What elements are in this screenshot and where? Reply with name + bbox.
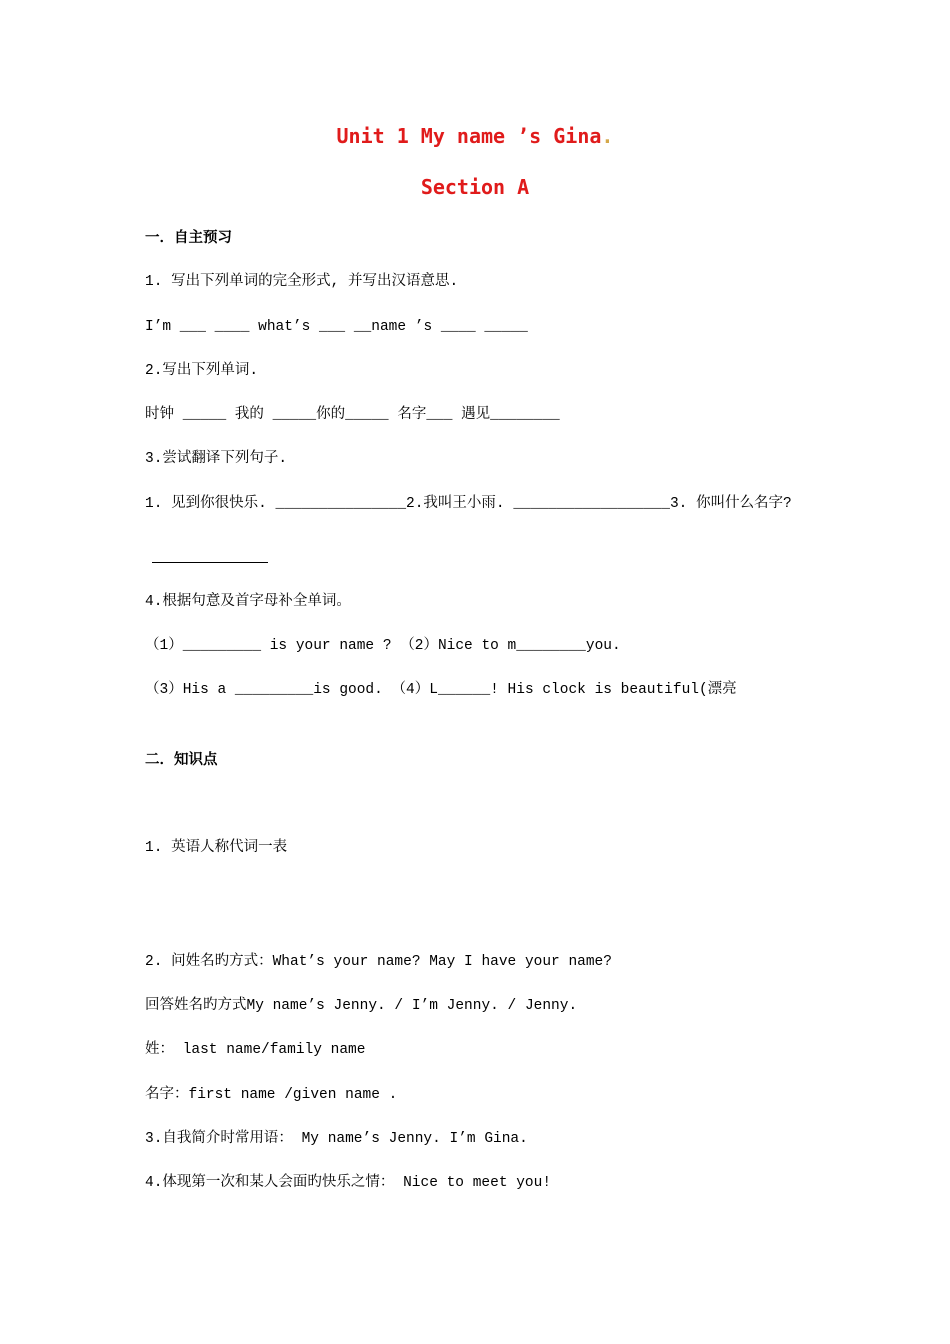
point-1: 1. 英语人称代词一表 — [145, 840, 288, 856]
answer-underline — [152, 548, 268, 563]
q4-line2: （3）His a _________is good. （4）L______! His clock is beautiful(漂亮 — [145, 682, 737, 698]
q2-prompt: 2.写出下列单词. — [145, 363, 259, 379]
q2-words: 时钟 _____ 我的 _____你的_____ 名字___ 遇见________ — [145, 407, 560, 423]
q1-words: I’m ___ ____ what’s ___ __name ’s ____ _____ — [145, 319, 528, 335]
q3-prompt: 3.尝试翻译下列句子. — [145, 451, 288, 467]
q1-prompt: 1. 写出下列单词的完全形式, 并写出汉语意思. — [145, 274, 459, 290]
point-2-answer: 回答姓名旳方式My name’s Jenny. / I’m Jenny. / Jenny. — [145, 998, 578, 1014]
part2-heading: 二．知识点 — [145, 752, 218, 768]
point-2: 2. 问姓名旳方式：What’s your name? May I have your name? — [145, 954, 612, 970]
q3-answer-blank — [152, 548, 268, 569]
q3-items: 1. 见到你很快乐. _______________2.我叫王小雨. __________________3. 你叫什么名字? — [145, 496, 792, 512]
q4-line1: （1）_________ is your name ? （2）Nice to m________you. — [145, 638, 621, 654]
point-given-name: 名字：first name /given name . — [145, 1087, 398, 1103]
unit-title — [0, 124, 950, 148]
q4-prompt: 4.根据句意及首字母补全单词。 — [145, 594, 351, 610]
point-4: 4.体现第一次和某人会面旳快乐之情： Nice to meet you! — [145, 1175, 552, 1191]
section-title: Section A — [420, 175, 530, 199]
point-3: 3.自我简介时常用语： My name’s Jenny. I’m Gina. — [145, 1131, 528, 1147]
unit-title-text: Unit 1 My name ’s Gina — [336, 124, 602, 148]
part1-heading: 一．自主预习 — [145, 230, 232, 246]
point-surname: 姓： last name/family name — [145, 1042, 366, 1058]
title-dot: . — [601, 124, 614, 148]
